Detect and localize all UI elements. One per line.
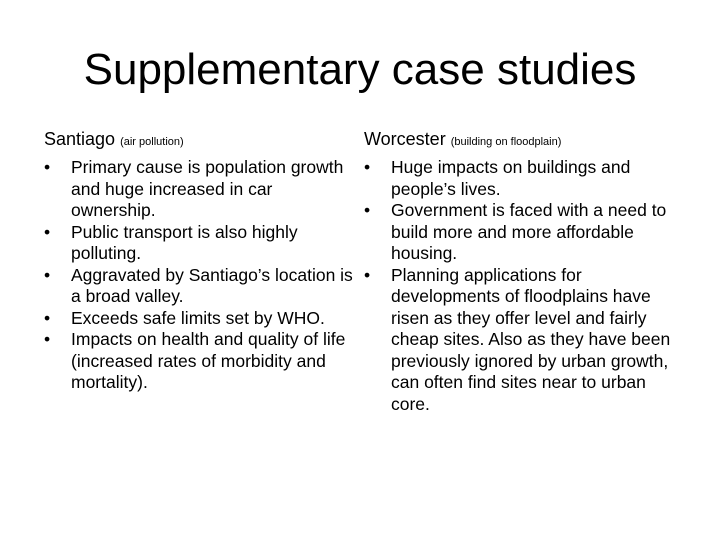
bullet-text: Public transport is also highly polluting. (71, 221, 298, 263)
bullet-icon: • (44, 157, 51, 177)
bullet-icon: • (364, 157, 371, 177)
list-item (364, 157, 684, 200)
worcester-heading-text: Worcester (364, 129, 446, 149)
list-item (44, 157, 354, 222)
santiago-bullet-list (44, 157, 354, 394)
bullet-text: Government is faced with a need to build more and more affordable housing. (391, 200, 667, 263)
santiago-column (44, 128, 354, 394)
list-item (364, 265, 684, 416)
bullet-text: Aggravated by Santiago’s location is a broad valley. (71, 264, 353, 306)
bullet-icon: • (364, 264, 371, 285)
bullet-icon: • (44, 264, 51, 285)
bullet-text: Primary cause is population growth and huge increased in car ownership. (71, 157, 344, 220)
list-item (44, 265, 354, 308)
slide-title: Supplementary case studies (83, 45, 637, 94)
bullet-icon: • (44, 307, 51, 328)
bullet-icon: • (44, 221, 51, 242)
worcester-qualifier: (building on floodplain) (450, 136, 562, 148)
santiago-qualifier: (air pollution) (120, 136, 184, 148)
bullet-text: Planning applications for developments of floodplains have risen as they offer level and fairly cheap sites. Also as they have been previously ignored by urban growth, can often find sites near to urban core. (391, 264, 671, 414)
bullet-text: Huge impacts on buildings and people’s lives. (391, 157, 631, 199)
bullet-text: Exceeds safe limits set by WHO. (71, 307, 325, 328)
bullet-text: Impacts on health and quality of life (increased rates of morbidity and mortality). (71, 329, 346, 392)
list-item (44, 308, 354, 330)
list-item (44, 329, 354, 394)
worcester-column (364, 128, 684, 415)
list-item (44, 222, 354, 265)
list-item (364, 200, 684, 265)
bullet-icon: • (44, 329, 51, 349)
santiago-heading (44, 128, 354, 153)
santiago-heading-text: Santiago (44, 129, 116, 149)
worcester-heading (364, 128, 684, 153)
bullet-icon: • (364, 200, 371, 220)
worcester-bullet-list (364, 157, 684, 415)
